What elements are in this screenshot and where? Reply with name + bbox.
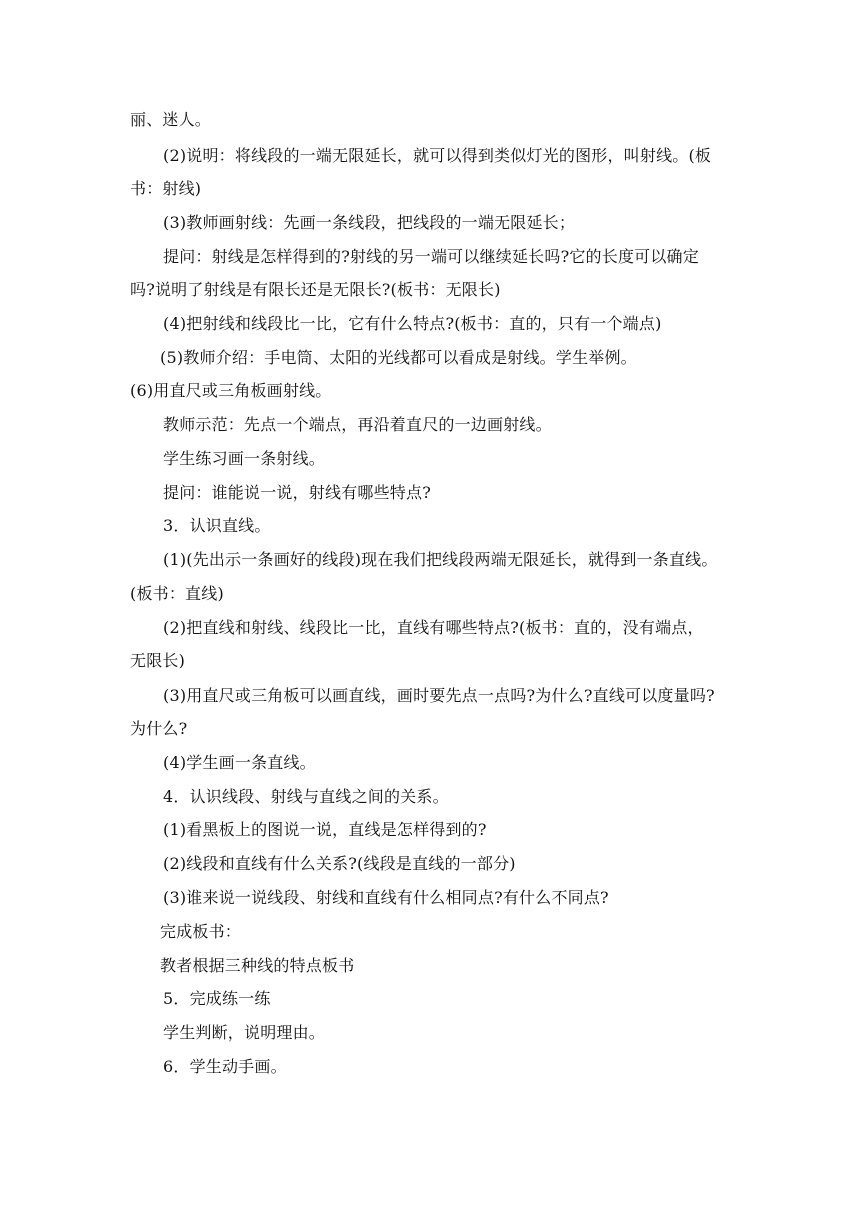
text-line: (3)用直尺或三角板可以画直线，画时要先点一点吗?为什么?直线可以度量吗? — [163, 686, 715, 705]
text-line: 无限长) — [130, 651, 186, 670]
text-line: (2)线段和直线有什么关系?(线段是直线的一部分) — [163, 854, 516, 873]
text-line: 学生练习画一条射线。 — [163, 449, 326, 468]
text-line: (板书：直线) — [130, 584, 224, 603]
text-line: 6．学生动手画。 — [163, 1057, 287, 1076]
text-line: 5．完成练一练 — [163, 989, 271, 1008]
text-line: (3)谁来说一说线段、射线和直线有什么相同点?有什么不同点? — [163, 888, 609, 907]
text-line: 完成板书： — [160, 922, 242, 941]
text-line: 丽、迷人。 — [130, 110, 212, 129]
text-line: 学生判断，说明理由。 — [163, 1023, 326, 1042]
text-line: 提问：射线是怎样得到的?射线的另一端可以继续延长吗?它的长度可以确定 — [163, 247, 699, 266]
text-line: (1)(先出示一条画好的线段)现在我们把线段两端无限延长，就得到一条直线。 — [163, 550, 718, 569]
text-line: (6)用直尺或三角板画射线。 — [130, 381, 332, 400]
text-line: 书：射线) — [130, 179, 202, 198]
text-line: 3．认识直线。 — [163, 516, 271, 535]
text-line: (5)教师介绍：手电筒、太阳的光线都可以看成是射线。学生举例。 — [160, 348, 637, 367]
text-line: (2)把直线和射线、线段比一比，直线有哪些特点?(板书：直的，没有端点， — [163, 618, 704, 637]
text-line: (1)看黑板上的图说一说，直线是怎样得到的? — [163, 820, 487, 839]
text-line: (4)学生画一条直线。 — [163, 753, 316, 772]
text-line: (2)说明：将线段的一端无限延长，就可以得到类似灯光的图形，叫射线。(板 — [163, 146, 712, 165]
text-line: 教师示范：先点一个端点，再沿着直尺的一边画射线。 — [163, 415, 552, 434]
text-line: (4)把射线和线段比一比，它有什么特点?(板书：直的，只有一个端点) — [163, 314, 662, 333]
text-line: 教者根据三种线的特点板书 — [160, 956, 355, 975]
text-line: (3)教师画射线：先画一条线段，把线段的一端无限延长； — [163, 213, 576, 232]
text-line: 为什么? — [130, 719, 188, 738]
text-line: 吗?说明了射线是有限长还是无限长?(板书：无限长) — [130, 280, 501, 299]
text-line: 提问：谁能说一说，射线有哪些特点? — [163, 483, 431, 502]
text-line: 4．认识线段、射线与直线之间的关系。 — [163, 787, 449, 806]
